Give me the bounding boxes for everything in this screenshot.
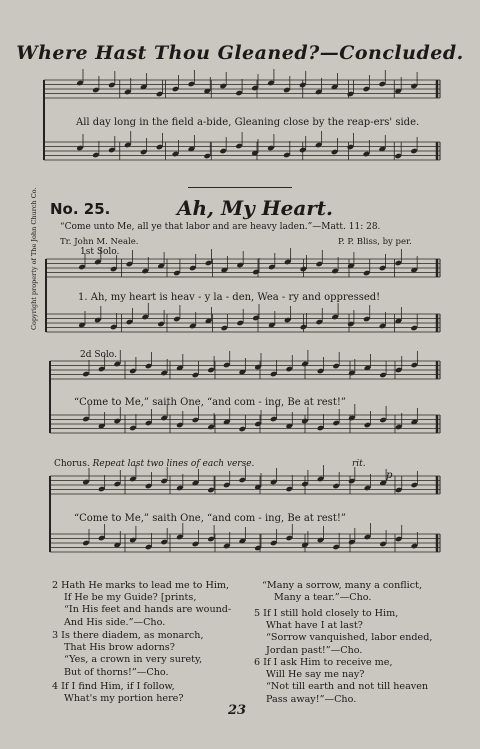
stanza-line: Pass away!”—Cho. xyxy=(266,693,357,705)
page-number: 23 xyxy=(228,703,247,718)
stanza-4-cont xyxy=(262,580,422,604)
piano-dynamic: p xyxy=(386,470,393,481)
stanza-line: What's my portion here? xyxy=(64,693,184,705)
composer-credit: P. P. Bliss, by per. xyxy=(338,237,412,247)
title-rule xyxy=(188,187,292,188)
lyricist-credit: Tr. John M. Neale. xyxy=(60,237,139,247)
hymn-number: No. 25. xyxy=(50,200,111,218)
lyric-line-2: “Come to Me,” saith One, “and com - ing, Be at rest!” xyxy=(74,397,346,408)
stanza-line: Many a tear.”—Cho. xyxy=(274,592,372,604)
stanza-line: “Yes, a crown in very surety, xyxy=(64,654,203,666)
stanza-line: 4 If I find Him, if I follow, xyxy=(52,681,175,692)
chorus-label: Chorus. xyxy=(54,459,90,469)
chorus-heading xyxy=(54,459,254,469)
lyric-line-concluded: All day long in the field a-bide, Gleaning close by the reap-ers' side. xyxy=(76,117,420,128)
stanza-line: 5 If I still hold closely to Him, xyxy=(254,608,399,619)
stanza-line: That His brow adorns? xyxy=(64,642,175,654)
stanza-6 xyxy=(254,657,428,706)
solo2-label: 2d Solo. xyxy=(80,350,117,360)
ritardando-mark: rit. xyxy=(352,459,366,469)
lyric-line-1: 1. Ah, my heart is heav - y la - den, Wea - ry and oppressed! xyxy=(78,292,381,303)
stanza-line: “Sorrow vanquished, labor ended, xyxy=(266,632,433,644)
stanza-line: Will He say me nay? xyxy=(266,669,365,681)
stanza-line: 6 If I ask Him to receive me, xyxy=(254,657,393,668)
stanza-line: “In His feet and hands are wound- xyxy=(64,604,232,616)
stanza-line: 3 Is there diadem, as monarch, xyxy=(52,630,204,641)
stanza-line: And His side.”—Cho. xyxy=(64,616,166,628)
solo1-label: 1st Solo. xyxy=(80,247,120,257)
concluded-title: Where Hast Thou Gleaned?—Concluded. xyxy=(16,42,464,64)
stanza-line: “Not till earth and not till heaven xyxy=(266,681,429,693)
lyric-line-3: “Come to Me,” saith One, “and com - ing, Be at rest!” xyxy=(74,513,346,524)
stanza-5 xyxy=(254,608,432,657)
hymn-title: Ah, My Heart. xyxy=(176,196,334,220)
chorus-instruction: Repeat last two lines of each verse. xyxy=(92,459,255,469)
stanza-line: 2 Hath He marks to lead me to Him, xyxy=(52,580,230,591)
stanza-2 xyxy=(52,580,231,629)
stanza-3 xyxy=(52,630,204,679)
stanza-line: What have I at last? xyxy=(266,620,363,632)
stanza-4 xyxy=(52,681,184,705)
stanza-line: “Many a sorrow, many a conflict, xyxy=(262,580,422,591)
side-copyright: Copyright property of The John Church Co. xyxy=(30,187,38,330)
stanza-line: Jordan past!”—Cho. xyxy=(266,644,363,656)
stanza-line: But of thorns!”—Cho. xyxy=(64,666,169,678)
scripture-quote: “Come unto Me, all ye that labor and are heavy laden.”—Matt. 11: 28. xyxy=(60,222,381,232)
stanza-line: If He be my Guide? [prints, xyxy=(64,592,197,604)
